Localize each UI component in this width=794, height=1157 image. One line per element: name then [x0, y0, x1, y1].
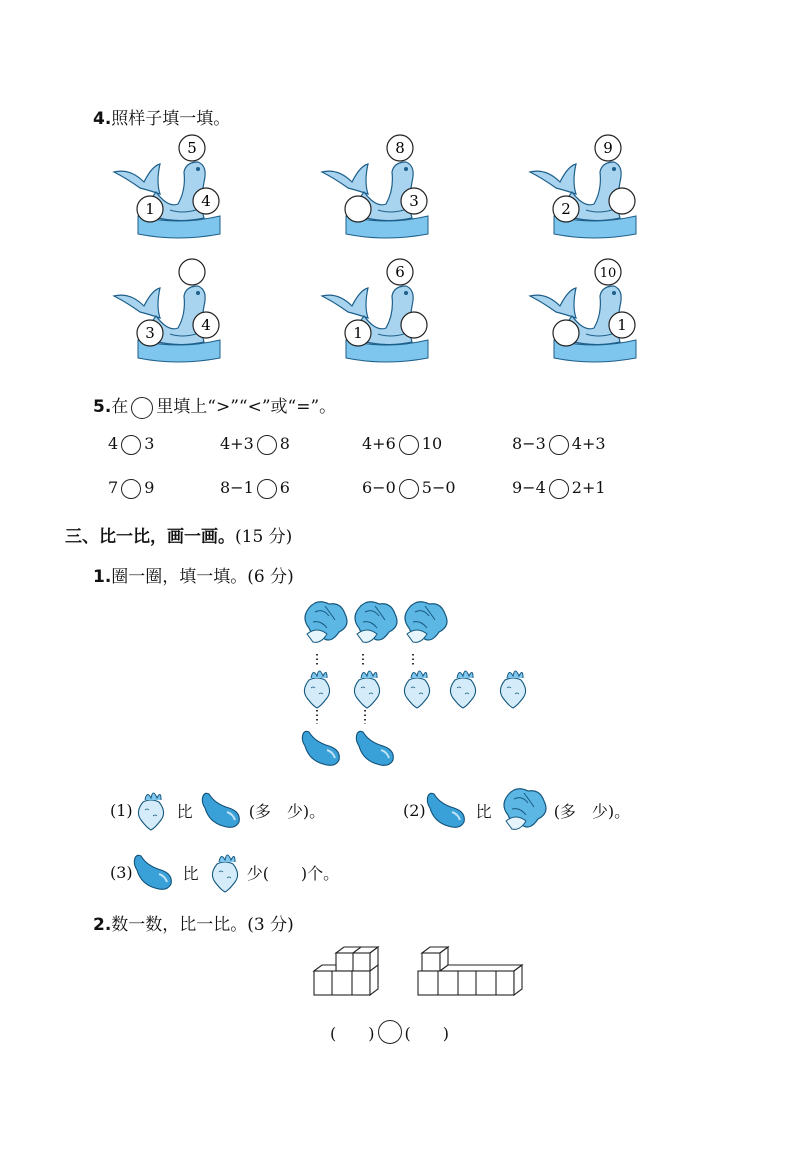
- answer-circle-icon[interactable]: [399, 435, 419, 455]
- s3q1-sub1: [110, 788, 325, 832]
- number-ball-left: [345, 320, 371, 346]
- number-ball-top: [387, 259, 413, 285]
- q5-text-pre: 在: [111, 397, 129, 417]
- eggplant-icon: [356, 731, 393, 765]
- s3q2-title: [93, 910, 294, 935]
- comparison-right: 10: [421, 434, 443, 453]
- q4-text: 照样子填一填。: [111, 109, 231, 129]
- answer-circle-icon[interactable]: [121, 435, 141, 455]
- seal-icon: [108, 258, 248, 370]
- cabbage-icon: [305, 602, 347, 643]
- cabbage-icon: [405, 602, 447, 643]
- seal-number: 1: [145, 200, 155, 218]
- seal-number: 2: [561, 200, 571, 218]
- comparison-left: 4+3: [220, 434, 254, 453]
- number-ball-right[interactable]: [401, 312, 427, 338]
- comparison-item: [512, 478, 606, 499]
- comparison-left: 4: [108, 434, 119, 453]
- eggplant-icon: [426, 790, 468, 830]
- radish-icon: [133, 788, 169, 832]
- seal-icon: [108, 134, 248, 246]
- answer-circle-icon[interactable]: [549, 479, 569, 499]
- seal-item: [524, 134, 664, 246]
- comparison-right: 9: [144, 478, 155, 497]
- comparison-right: 6: [279, 478, 290, 497]
- seal-number: 10: [599, 266, 617, 281]
- number-ball-top: [179, 135, 205, 161]
- radish-icon: [450, 671, 475, 708]
- sub3-compare-word: 比: [182, 863, 199, 883]
- comparison-left: 9−4: [512, 478, 546, 497]
- seal-icon: [524, 134, 664, 246]
- s3q2-number: 2.: [93, 915, 112, 935]
- s3q1-number: 1.: [93, 567, 112, 587]
- radish-icon: [404, 671, 429, 708]
- comparison-left: 8−3: [512, 434, 546, 453]
- seal-item: [108, 134, 248, 246]
- number-ball-left: [553, 196, 579, 222]
- answer-blank-left[interactable]: ( ): [330, 1023, 375, 1043]
- comparison-left: 8−1: [220, 478, 254, 497]
- cabbage-icon: [500, 787, 548, 833]
- section3-points: (15 分): [235, 527, 293, 547]
- answer-circle-icon[interactable]: [399, 479, 419, 499]
- radish-icon: [500, 671, 525, 708]
- radish-icon: [304, 671, 329, 708]
- answer-blank-right[interactable]: ( ): [404, 1023, 449, 1043]
- number-ball-right: [193, 312, 219, 338]
- seal-icon: [316, 134, 456, 246]
- comparison-item: [108, 478, 154, 499]
- seal-number: 1: [617, 316, 627, 334]
- sub3-answer[interactable]: 少( )个。: [246, 863, 340, 883]
- seal-icon: [524, 258, 664, 370]
- q4-number: 4.: [93, 109, 112, 129]
- sub1-compare-word: 比: [176, 801, 193, 821]
- seal-item: [316, 258, 456, 370]
- seal-number: 4: [201, 192, 211, 210]
- s3q1-title: [93, 562, 294, 587]
- s3q1-sub3: [110, 850, 339, 894]
- number-ball-top: [387, 135, 413, 161]
- number-ball-right: [609, 312, 635, 338]
- number-ball-left[interactable]: [345, 196, 371, 222]
- comparison-right: 4+3: [571, 434, 606, 453]
- seal-number: 4: [201, 316, 211, 334]
- s3q1-text: 圈一圈，填一填。: [111, 567, 248, 587]
- comparison-right: 8: [279, 434, 290, 453]
- number-ball-left[interactable]: [553, 320, 579, 346]
- sub2-choice[interactable]: (多 少)。: [553, 801, 631, 821]
- seal-number: 3: [145, 324, 155, 342]
- q5-number: 5.: [93, 397, 112, 417]
- seal-number: 9: [603, 139, 613, 157]
- q5-text-post: 里填上“>”“<”或“=”。: [156, 397, 337, 417]
- comparison-item: [512, 434, 606, 455]
- comparison-left: 4+6: [362, 434, 396, 453]
- radish-icon: [354, 671, 379, 708]
- number-ball-top: [595, 135, 621, 161]
- seal-number: 1: [353, 324, 363, 342]
- seal-item: [316, 134, 456, 246]
- section3-heading: 三、比一比，画一画。: [65, 527, 235, 547]
- seal-item: [524, 258, 664, 370]
- eggplant-icon: [133, 852, 175, 892]
- eggplant-icon: [302, 731, 339, 765]
- comparison-left: 6−0: [362, 478, 396, 497]
- answer-circle-icon[interactable]: [121, 479, 141, 499]
- q4-title: [93, 104, 230, 129]
- seal-number: 5: [187, 139, 197, 157]
- right-cube-stack-icon: [418, 947, 522, 995]
- comparison-right: 5−0: [421, 478, 456, 497]
- answer-circle-icon[interactable]: [549, 435, 569, 455]
- left-cube-stack-icon: [314, 947, 378, 995]
- number-ball-right: [401, 188, 427, 214]
- answer-circle-icon[interactable]: [257, 479, 277, 499]
- comparison-right: 3: [144, 434, 155, 453]
- number-ball-right: [193, 188, 219, 214]
- sub1-number: (1): [110, 800, 133, 820]
- s3q2-answer: [330, 1020, 449, 1044]
- eggplant-icon: [201, 790, 243, 830]
- radish-icon: [207, 850, 243, 894]
- number-ball-top: [595, 259, 621, 285]
- section3-title: [65, 522, 292, 547]
- comparison-item: [362, 434, 442, 455]
- comparison-item: [108, 434, 154, 455]
- seal-icon: [316, 258, 456, 370]
- comparison-item: [362, 478, 456, 499]
- number-ball-top[interactable]: [179, 259, 205, 285]
- q5-title: [93, 392, 336, 419]
- number-ball-right[interactable]: [609, 188, 635, 214]
- comparison-right: 2+1: [571, 478, 606, 497]
- answer-circle-icon[interactable]: [378, 1020, 402, 1044]
- sub3-number: (3): [110, 862, 133, 882]
- answer-circle-icon: [131, 397, 153, 419]
- seal-number: 6: [395, 263, 405, 281]
- comparison-item: [220, 478, 290, 499]
- seal-number: 3: [409, 192, 419, 210]
- s3q2-text: 数一数，比一比。: [111, 915, 248, 935]
- vegetable-comparison-figure: [295, 598, 545, 770]
- sub1-choice[interactable]: (多 少)。: [248, 801, 326, 821]
- cube-figures: [310, 945, 530, 1001]
- comparison-item: [220, 434, 290, 455]
- s3q1-sub2: [403, 788, 630, 832]
- s3q2-points: (3 分): [247, 915, 294, 935]
- answer-circle-icon[interactable]: [257, 435, 277, 455]
- comparison-left: 7: [108, 478, 119, 497]
- number-ball-left: [137, 196, 163, 222]
- s3q1-points: (6 分): [247, 567, 294, 587]
- seal-number: 8: [395, 139, 405, 157]
- sub2-number: (2): [403, 800, 426, 820]
- sub2-compare-word: 比: [475, 801, 492, 821]
- cabbage-icon: [355, 602, 397, 643]
- number-ball-left: [137, 320, 163, 346]
- seal-item: [108, 258, 248, 370]
